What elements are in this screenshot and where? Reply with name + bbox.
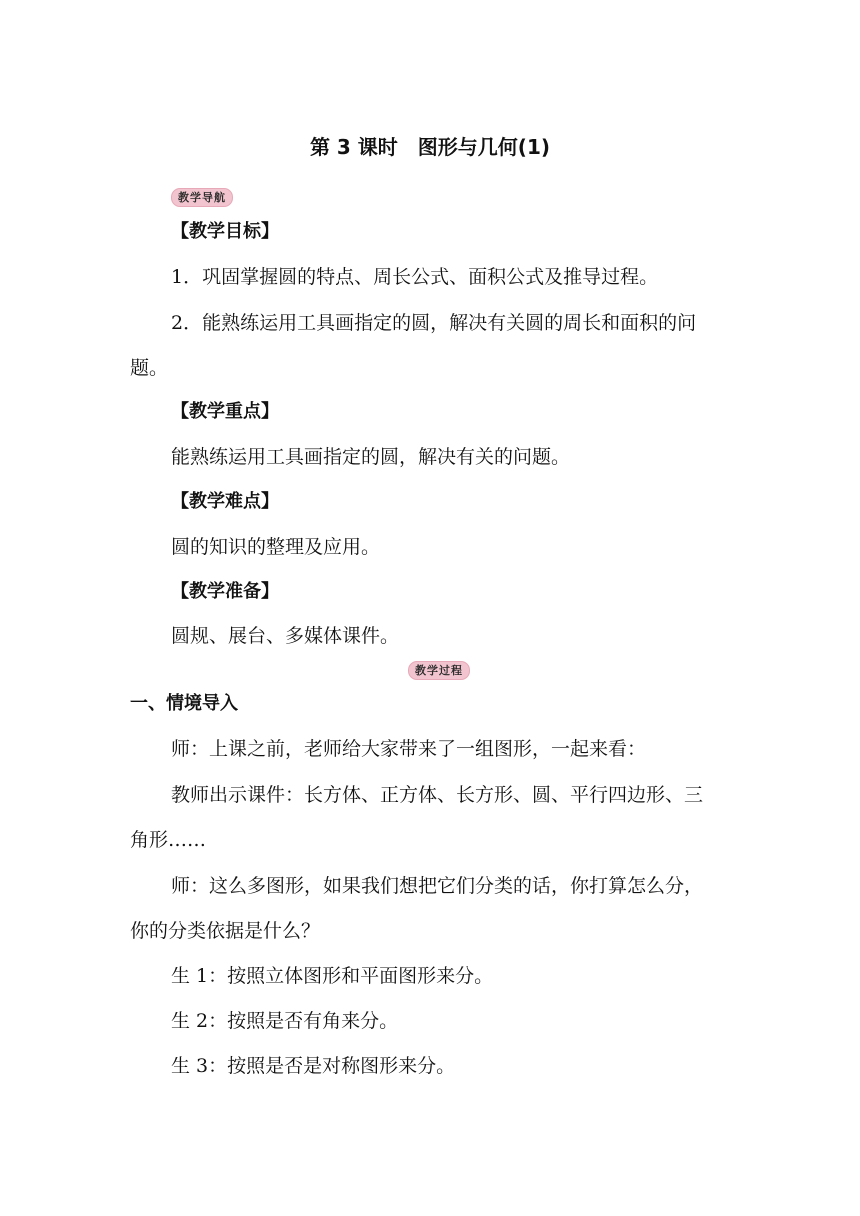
objectives-heading: 【教学目标】	[171, 221, 279, 242]
paragraph-3-line-2: 你的分类依据是什么？	[130, 920, 321, 942]
page-title: 第 3 课时 图形与几何(1)	[309, 135, 551, 159]
paragraph-4: 生 1：按照立体图形和平面图形来分。	[171, 965, 494, 987]
objective-2-line-1: 2．能熟练运用工具画指定的圆，解决有关圆的周长和面积的问	[171, 312, 697, 334]
difficulty-heading: 【教学难点】	[171, 491, 279, 512]
paragraph-5: 生 2：按照是否有角来分。	[171, 1010, 399, 1032]
paragraph-2-line-2: 角形……	[130, 829, 207, 851]
preparation-text: 圆规、展台、多媒体课件。	[171, 625, 400, 647]
preparation-heading: 【教学准备】	[171, 581, 279, 602]
difficulty-text: 圆的知识的整理及应用。	[171, 536, 381, 558]
teaching-guide-stamp: 教学导航	[171, 188, 233, 207]
key-points-text: 能熟练运用工具画指定的圆，解决有关的问题。	[171, 446, 571, 468]
paragraph-3-line-1: 师：这么多图形，如果我们想把它们分类的话，你打算怎么分，	[171, 875, 704, 897]
key-points-heading: 【教学重点】	[171, 401, 279, 422]
part1-heading: 一、情境导入	[130, 693, 238, 714]
objective-2-line-2: 题。	[130, 357, 169, 379]
paragraph-2-line-1: 教师出示课件：长方体、正方体、长方形、圆、平行四边形、三	[171, 784, 704, 806]
paragraph-6: 生 3：按照是否是对称图形来分。	[171, 1055, 456, 1077]
objective-1: 1．巩固掌握圆的特点、周长公式、面积公式及推导过程。	[171, 266, 659, 288]
teaching-process-stamp: 教学过程	[408, 661, 470, 680]
paragraph-1: 师：上课之前，老师给大家带来了一组图形，一起来看：	[171, 738, 647, 760]
